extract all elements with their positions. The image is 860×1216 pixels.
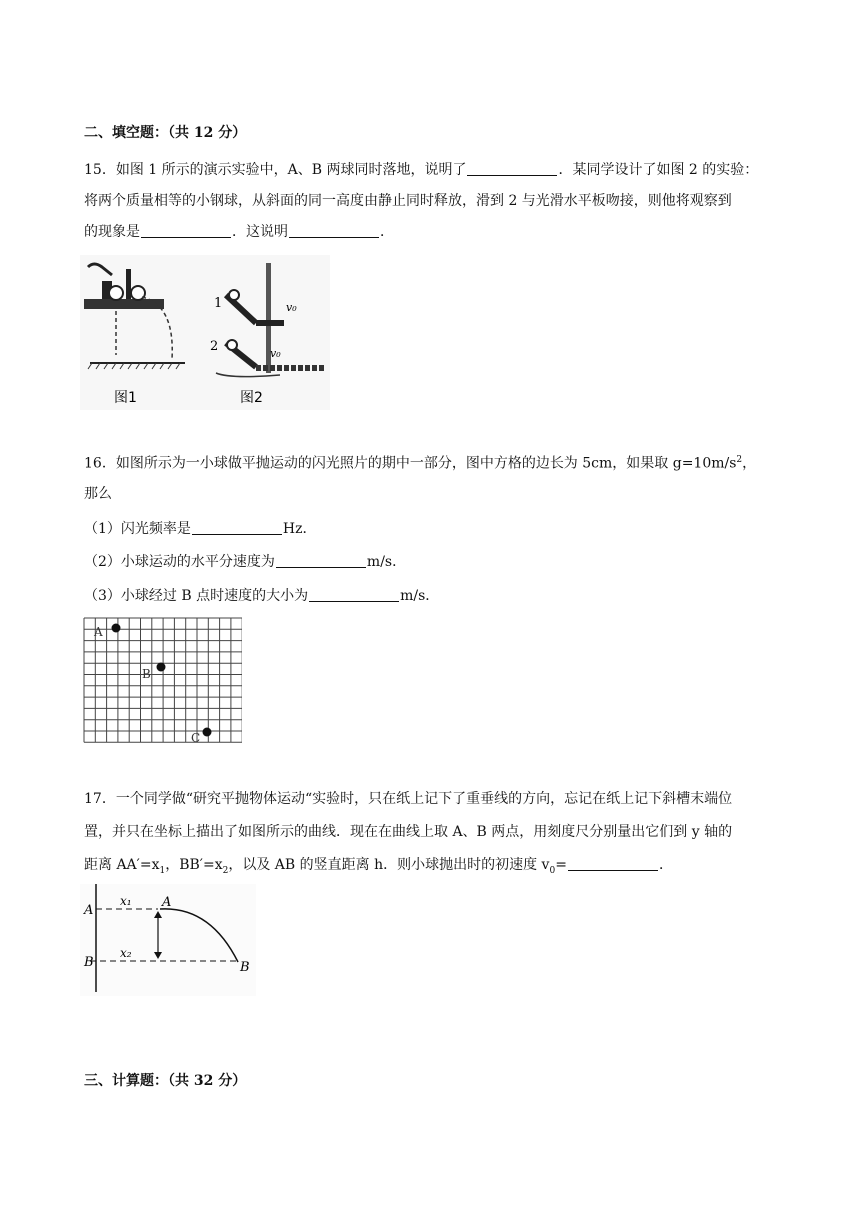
fig2-v0-bottom: v₀ [270, 347, 281, 360]
q16-grid-figure [82, 616, 242, 746]
label-b-prime: B [84, 955, 94, 970]
q15-figure-bg [80, 255, 330, 410]
point-c-label: C [191, 731, 201, 745]
q16-part-2 [84, 552, 406, 572]
q16-text-1a: 16．如图所示为一小球做平抛运动的闪光照片的期中一部分，图中方格的边长为 5cm，如果取 g=10m/s [84, 455, 737, 472]
q15-line-1 [84, 160, 758, 180]
q16-part-1 [84, 519, 317, 539]
fig1-ball-a [109, 286, 123, 300]
q16-line-1 [84, 450, 756, 474]
fig1-label: 图1 [114, 390, 137, 406]
q15-line-3 [84, 222, 394, 242]
q17-line-3 [84, 855, 673, 881]
fig2-ball-1 [229, 290, 239, 300]
q16-part-3-unit: m/s． [400, 588, 440, 604]
label-x2: x₂ [120, 946, 132, 960]
q16-part-2-unit: m/s． [366, 554, 407, 570]
q16-part-3-text: （3）小球经过 B 点时速度的大小为 [84, 588, 309, 604]
q17-text-3c: ，以及 AB 的竖直距离 h．则小球抛出时的初速度 v [228, 857, 550, 873]
q17-text-3a: 距离 AA′=x [84, 857, 160, 873]
q17-figure [80, 884, 256, 996]
q17-text-3b: ，BB′=x [165, 857, 223, 873]
label-a-prime: A [84, 903, 94, 918]
section-3-title: 三、计算题：（共 32 分） [84, 1073, 247, 1089]
q17-line-1: 17．一个同学做“研究平抛物体运动“实验时，只在纸上记下了重垂线的方向，忘记在纸上记下斜槽末端位 [84, 791, 733, 807]
q15-line-2: 将两个质量相等的小钢球，从斜面的同一高度由静止同时释放，滑到 2 与光滑水平板吻接，则他将观察到 [84, 193, 732, 209]
q15-blank-3[interactable] [289, 223, 379, 238]
label-x1: x₁ [120, 894, 132, 908]
q15-text-1a: 15．如图 1 所示的演示实验中，A、B 两球同时落地，说明了 [84, 162, 467, 178]
fig2-label: 图2 [240, 390, 263, 406]
q17-text-3d: = [555, 857, 567, 873]
q16-sup: 2 [736, 455, 743, 465]
point-a-label: A [94, 625, 103, 639]
q16-part-1-text: （1）闪光频率是 [84, 521, 191, 537]
q15-text-3c: ． [380, 224, 394, 240]
q17-sub-3: 0 [549, 865, 556, 876]
label-b: B [240, 960, 250, 975]
q16-blank-3[interactable] [309, 587, 399, 602]
fig2-v0-top: v₀ [286, 301, 297, 314]
q15-blank-2[interactable] [141, 223, 231, 238]
fig2-ball-2 [227, 340, 237, 350]
q17-line-2: 置，并只在坐标上描出了如图所示的曲线．现在在曲线上取 A、B 两点，用刻度尺分别量出它们到 y 轴的 [84, 824, 733, 840]
q17-sub-1: 1 [159, 865, 166, 876]
q15-text-3a: 的现象是 [84, 224, 140, 240]
point-a-dot [112, 624, 121, 633]
q16-line-2: 那么 [84, 486, 112, 502]
point-b-label: B [142, 667, 151, 681]
q15-text-3b: ．这说明 [232, 224, 288, 240]
q16-part-2-text: （2）小球运动的水平分速度为 [84, 554, 275, 570]
q17-sub-2: 2 [222, 865, 229, 876]
q17-text-3e: ． [658, 857, 673, 873]
label-a: A [162, 895, 172, 910]
q16-blank-1[interactable] [192, 520, 282, 535]
grid-lines [84, 618, 242, 742]
q16-part-3 [84, 586, 439, 606]
q16-blank-2[interactable] [276, 553, 366, 568]
fig2-number-2: 2 [210, 339, 219, 354]
q17-blank[interactable] [568, 856, 658, 871]
point-c-dot [203, 728, 212, 737]
point-b-dot [157, 663, 166, 672]
section-2-title: 二、填空题：（共 12 分） [84, 125, 247, 141]
fig2-number-1: 1 [214, 296, 223, 311]
q15-text-1b: ．某同学设计了如图 2 的实验： [558, 162, 759, 178]
q16-part-1-unit: Hz． [282, 521, 317, 537]
q15-figure [80, 255, 330, 410]
q15-blank-1[interactable] [467, 161, 557, 176]
q16-text-1b: ， [742, 455, 757, 472]
